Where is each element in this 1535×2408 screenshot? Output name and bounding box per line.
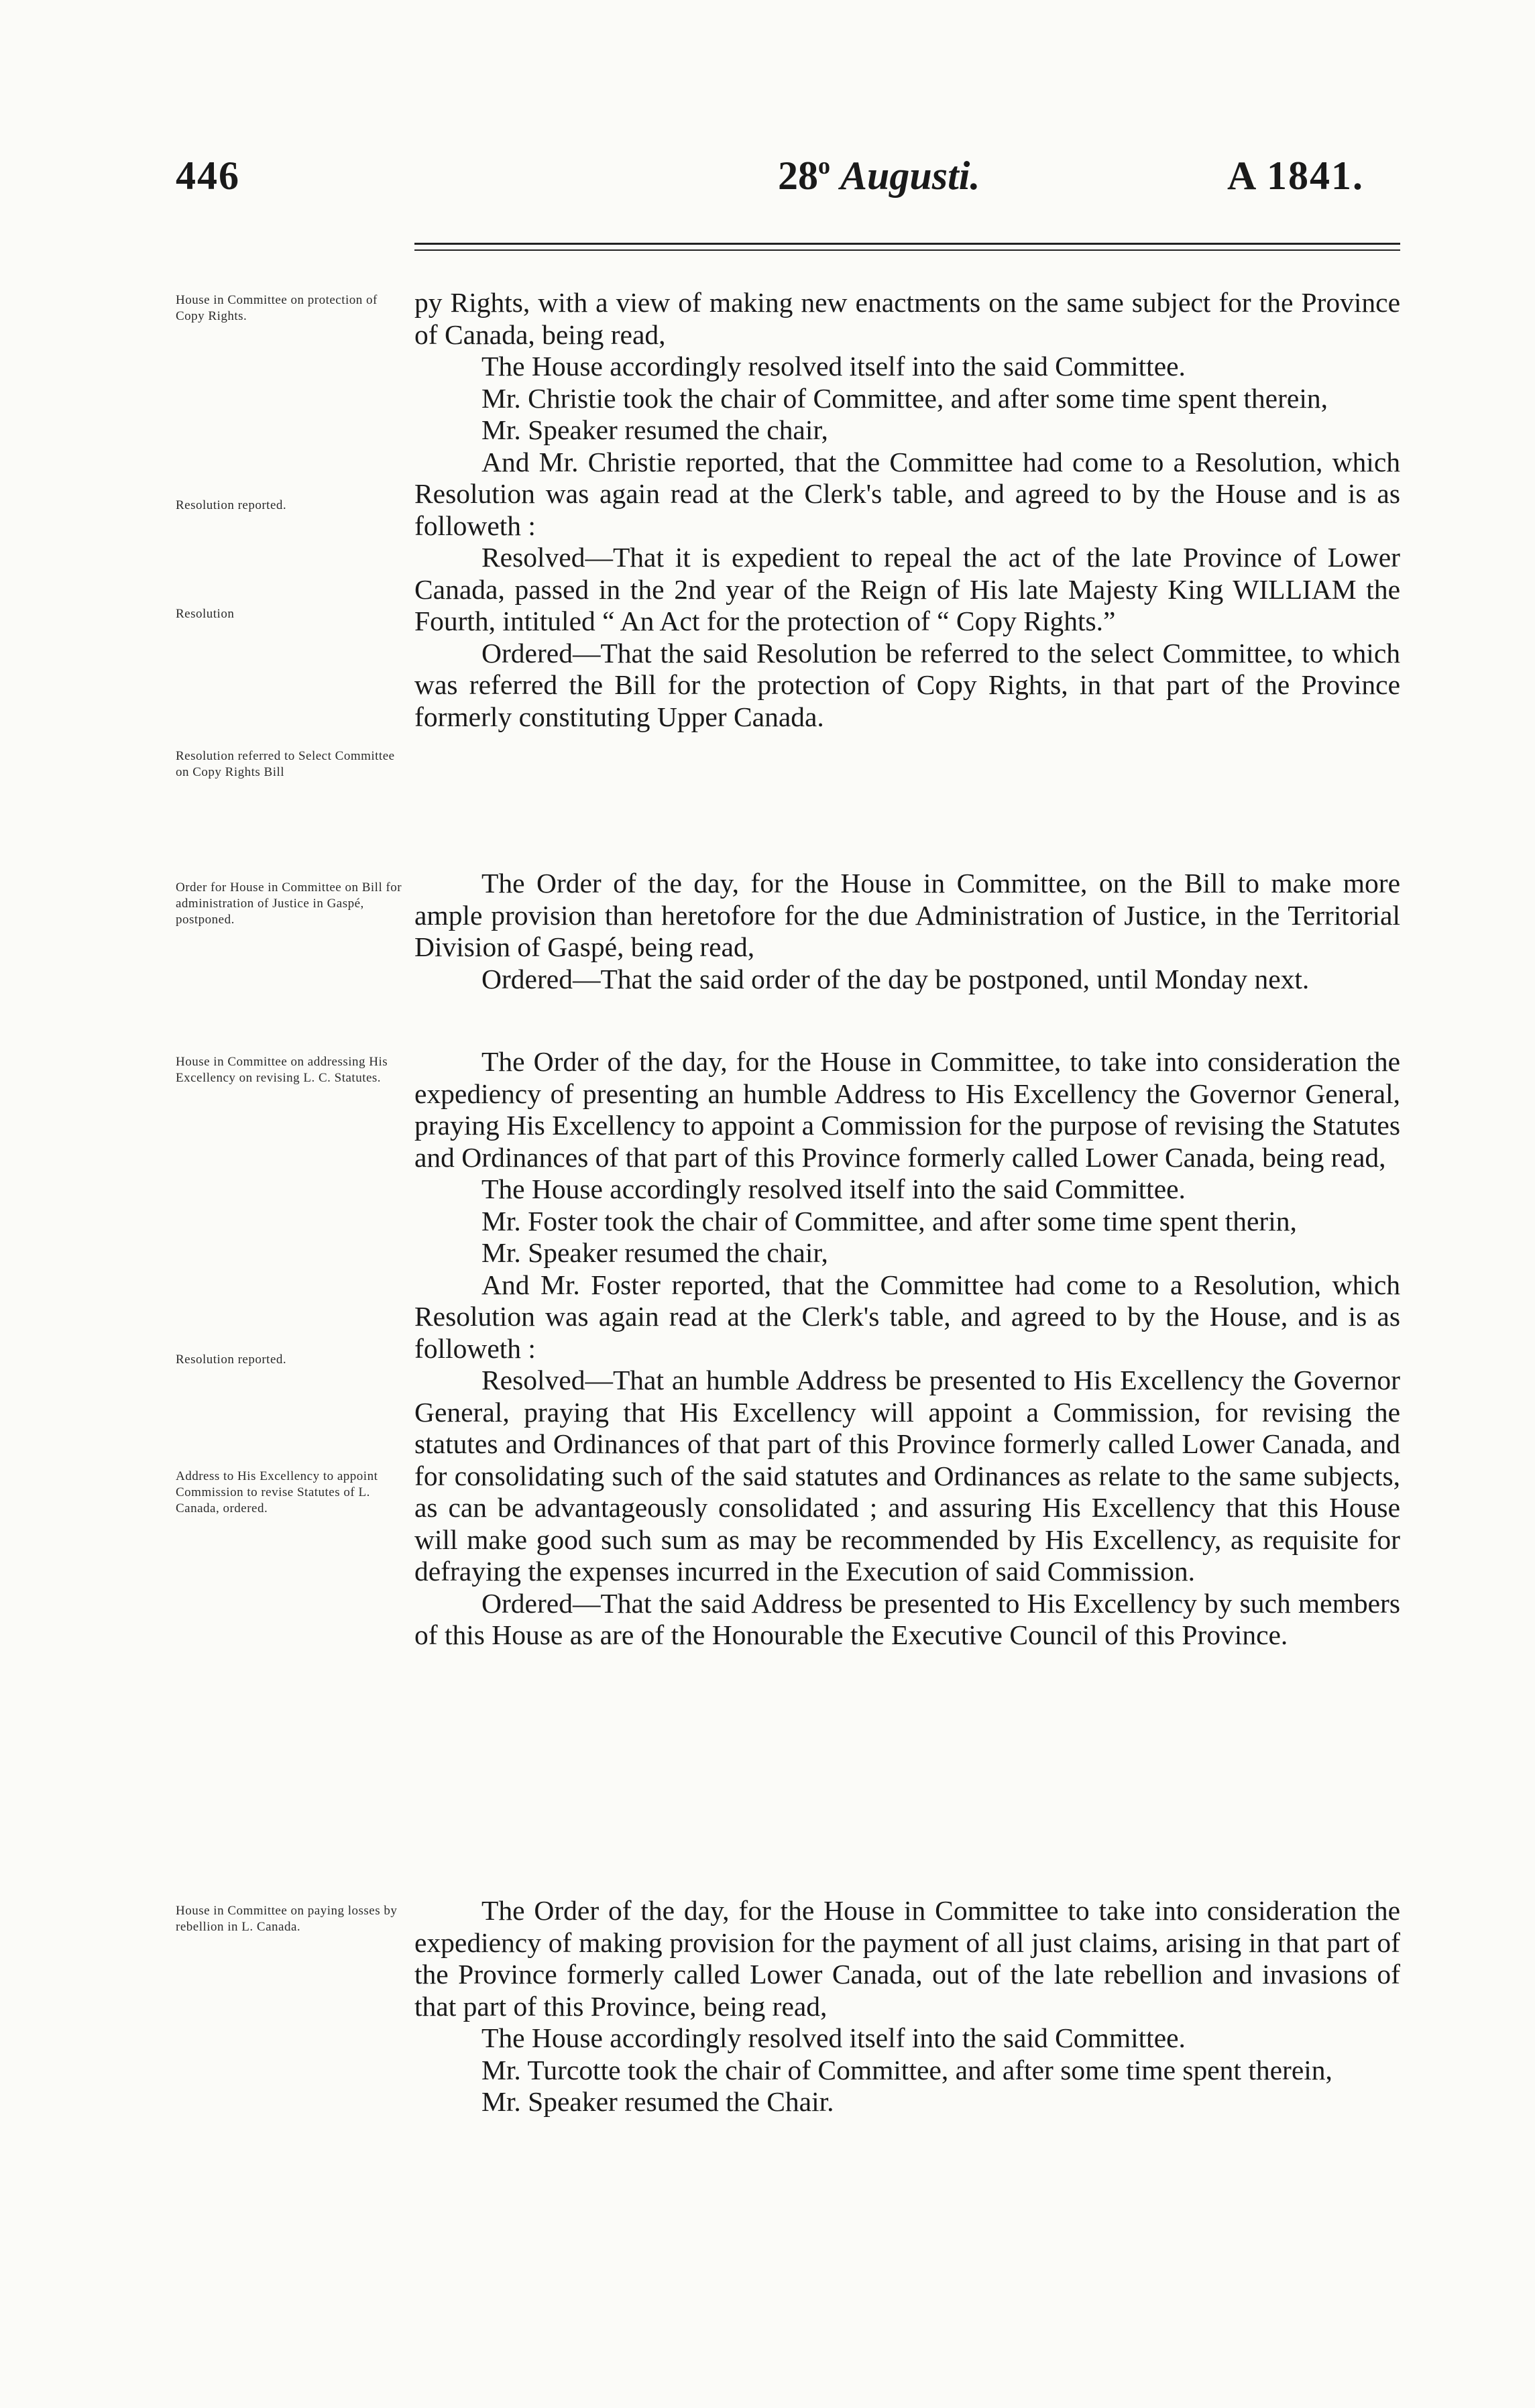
margin-note-rebellion-losses: House in Committee on paying losses by rebellion in L. Canada. [176, 1904, 398, 1934]
paragraph: py Rights, with a view of making new enactments on the same subject for the Province of Canada, being read, [414, 287, 1400, 350]
paragraph: Mr. Christie took the chair of Committee, and after some time spent therein, [481, 382, 1328, 414]
paragraph: The Order of the day, for the House in Committee, to take into consideration the expediency of presenting an humble Address to His Excellency the Governor General, praying His Excellency to appoint a Commission for the purpose of revising the Statutes and Ordinances of that part of this Province formerly called Lower Canada, being read, [414, 1046, 1400, 1173]
header-rule-thick [414, 243, 1400, 245]
header-year: A 1841. [1227, 154, 1365, 198]
paragraph: Resolved—That an humble Address be presented to His Excellency the Governor General, praying that His Excellency will appoint a Commission, for revising the statutes and Ordinances of that part of this Province formerly called Lower Canada, and for consolidating such of the said statutes and Ordinances as relate to the same subjects, as can be advantageously consolidated ; and assuring His Excellency that this House will make good such sum as may be recommended by His Excellency, as requisite for defraying the expenses incurred in the Execution of said Commission. [414, 1365, 1400, 1587]
text-block-gaspe [414, 868, 1400, 995]
paragraph: Mr. Speaker resumed the chair, [481, 1237, 828, 1268]
paragraph: Ordered—That the said Address be presented to His Excellency by such members of this House as are of the Honourable the Executive Council of this Province. [414, 1587, 1400, 1650]
page-number: 446 [176, 154, 240, 198]
paragraph: The House accordingly resolved itself into the said Committee. [481, 351, 1186, 382]
text-block-rebellion [414, 1895, 1400, 2118]
running-header [0, 153, 1535, 207]
margin-note-resolution-reported-2: Resolution reported. [176, 1353, 287, 1367]
header-day-sup: o [818, 152, 830, 179]
paragraph: Mr. Turcotte took the chair of Committee, and after some time spent therein, [481, 2054, 1332, 2085]
header-month: Augusti. [840, 154, 980, 198]
paragraph: Mr. Foster took the chair of Committee, and after some time spent therin, [481, 1205, 1297, 1237]
header-rule-thin [414, 249, 1400, 251]
paragraph: Resolved—That it is expedient to repeal the act of the late Province of Lower Canada, passed in the 2nd year of the Reign of His late Majesty King WILLIAM the Fourth, intituled “ An Act for the protection of “ Copy Rights.” [414, 542, 1400, 636]
margin-note-copy-rights-committee: House in Committee on protection of Copy Rights. [176, 293, 378, 323]
margin-note-statutes-committee: House in Committee on addressing His Excellency on revising L. C. Statutes. [176, 1055, 388, 1085]
paragraph: And Mr. Christie reported, that the Committee had come to a Resolution, which Resolution was again read at the Clerk's table, and agreed to by the House and is as followeth : [414, 446, 1400, 541]
header-date [778, 153, 980, 199]
margin-note-address-ordered: Address to His Excellency to appoint Commission to revise Statutes of L. Canada, ordered. [176, 1469, 378, 1515]
paragraph: The House accordingly resolved itself into the said Committee. [481, 2022, 1186, 2053]
text-block-copy-rights [414, 287, 1400, 733]
paragraph: Mr. Speaker resumed the Chair. [481, 2086, 834, 2117]
paragraph: Mr. Speaker resumed the chair, [481, 414, 828, 445]
paragraph: The House accordingly resolved itself into the said Committee. [481, 1173, 1186, 1204]
paragraph: And Mr. Foster reported, that the Committee had come to a Resolution, which Resolution was again read at the Clerk's table, and agreed to by the House, and is as followeth : [414, 1269, 1400, 1364]
margin-note-resolution: Resolution [176, 607, 235, 621]
paragraph: The Order of the day, for the House in Committee to take into consideration the expediency of making provision for the payment of all just claims, arising in that part of the Province formerly called Lower Canada, out of the late rebellion and invasions of that part of this Province, being read, [414, 1895, 1400, 2022]
paragraph: The Order of the day, for the House in Committee, on the Bill to make more ample provision than heretofore for the due Administration of Justice, in the Territorial Division of Gaspé, being read, [414, 868, 1400, 962]
margin-note-gaspe-postponed: Order for House in Committee on Bill for administration of Justice in Gaspé, postponed. [176, 880, 402, 927]
text-block-statutes [414, 1046, 1400, 1652]
paragraph: Ordered—That the said Resolution be referred to the select Committee, to which was referred the Bill for the protection of Copy Rights, in that part of the Province formerly constituting Upper Canada. [414, 637, 1400, 732]
margin-note-resolution-reported: Resolution reported. [176, 498, 287, 512]
margin-note-resolution-referred: Resolution referred to Select Committee on Copy Rights Bill [176, 749, 395, 779]
paragraph: Ordered—That the said order of the day be postponed, until Monday next. [481, 963, 1310, 994]
header-day: 28 [778, 154, 818, 198]
